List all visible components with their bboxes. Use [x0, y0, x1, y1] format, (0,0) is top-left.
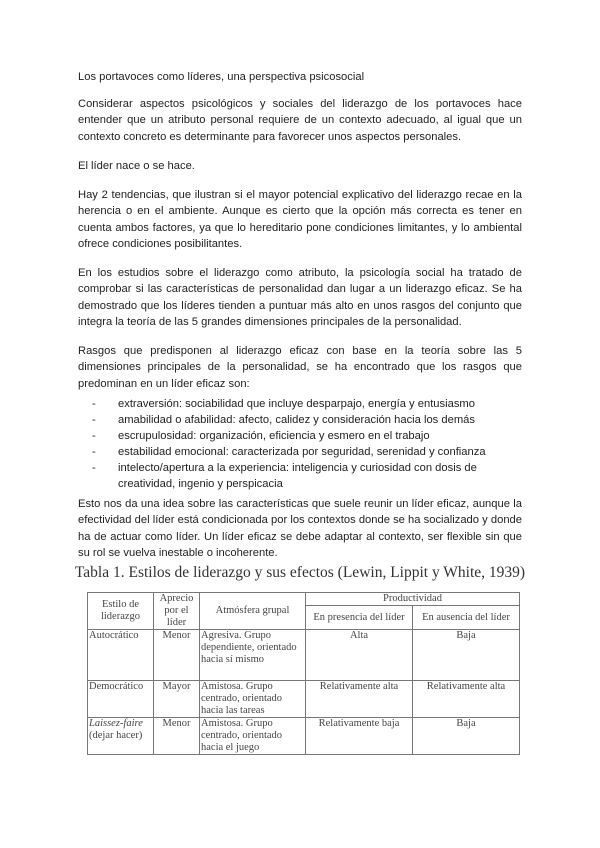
paragraph: Considerar aspectos psicológicos y sociales del liderazgo de los portavoces hace entender que un atributo personal requiere de un contexto adecuado, al igual que un contexto concreto es determinante para favorecer unos aspectos personales.	[78, 98, 522, 143]
cell: Alta	[306, 630, 413, 681]
cell: Mayor	[154, 681, 200, 718]
list-item: - extraversión: sociabilidad que incluye desparpajo, energía y entusiasmo	[92, 396, 522, 412]
header-productivity: Productividad	[306, 593, 520, 606]
cell: Baja	[413, 630, 520, 681]
document-title: Los portavoces como líderes, una perspectiva psicosocial	[78, 71, 365, 83]
style-note: (dejar hacer)	[89, 730, 143, 741]
style-name: Laissez-faire	[89, 718, 143, 729]
cell: Relativamente alta	[306, 681, 413, 718]
paragraph: Rasgos que predisponen al liderazgo eficaz con base en la teoría sobre las 5 dimensiones principales de la personalidad, se ha encontrado que los rasgos que predominan en un líder eficaz son:	[78, 345, 522, 390]
cell: Agresiva. Grupo dependiente, orientado hacia sí mismo	[200, 630, 306, 681]
paragraph: Hay 2 tendencias, que ilustran si el mayor potencial explicativo del liderazgo recae en la herencia o en el ambiente. Aunque es cierto que la opción más correcta es tener en cuenta ambos factores, ya que lo hereditario pone condiciones limitantes, y lo ambiental ofrece condiciones posibilitantes.	[78, 189, 522, 250]
section-heading: El líder nace o se hace.	[78, 160, 195, 172]
table-row	[88, 630, 520, 681]
list-item: - amabilidad o afabilidad: afecto, calidez y consideración hacia los demás	[92, 412, 522, 428]
trait-list	[92, 396, 522, 492]
cell: Menor	[154, 630, 200, 681]
header-present: En presencia del líder	[306, 606, 413, 630]
table-caption: Tabla 1. Estilos de liderazgo y sus efectos (Lewin, Lippit y White, 1939)	[74, 564, 526, 581]
list-item: - estabilidad emocional: caracterizada por seguridad, serenidad y confianza	[92, 444, 522, 460]
header-atmosphere: Atmósfera grupal	[200, 593, 306, 630]
list-item: - intelecto/apertura a la experiencia: inteligencia y curiosidad con dosis de creatividad, ingenio y perspicacia	[92, 460, 522, 492]
cell: Relativamente baja	[306, 718, 413, 755]
header-style: Estilo de liderazgo	[88, 593, 154, 630]
header-appreciation: Aprecio por el líder	[154, 593, 200, 630]
header-absent: En ausencia del líder	[413, 606, 520, 630]
list-item: - escrupulosidad: organización, eficiencia y esmero en el trabajo	[92, 428, 522, 444]
cell: Amistosa. Grupo centrado, orientado hacia las tareas	[200, 681, 306, 718]
leadership-table	[87, 592, 520, 755]
cell: Autocrático	[88, 630, 154, 681]
paragraph: En los estudios sobre el liderazgo como atributo, la psicología social ha tratado de comprobar si las características de personalidad dan lugar a un liderazgo eficaz. Se ha demostrado que los líderes tienden a puntuar más alto en unos rasgos del conjunto que integra la teoría de las 5 grandes dimensiones principales de la personalidad.	[78, 267, 522, 328]
table-row	[88, 681, 520, 718]
cell: Menor	[154, 718, 200, 755]
cell: Amistosa. Grupo centrado, orientado hacia el juego	[200, 718, 306, 755]
cell	[88, 718, 154, 755]
cell: Democrático	[88, 681, 154, 718]
table-row	[88, 718, 520, 755]
cell: Baja	[413, 718, 520, 755]
paragraph: Esto nos da una idea sobre las características que suele reunir un líder eficaz, aunque la efectividad del líder está condicionada por los contextos donde se ha socializado y donde ha de actuar como líder. Un líder eficaz se debe adaptar al contexto, ser flexible sin que su rol se vuelva inestable o incoherente.	[78, 498, 522, 559]
cell: Relativamente alta	[413, 681, 520, 718]
